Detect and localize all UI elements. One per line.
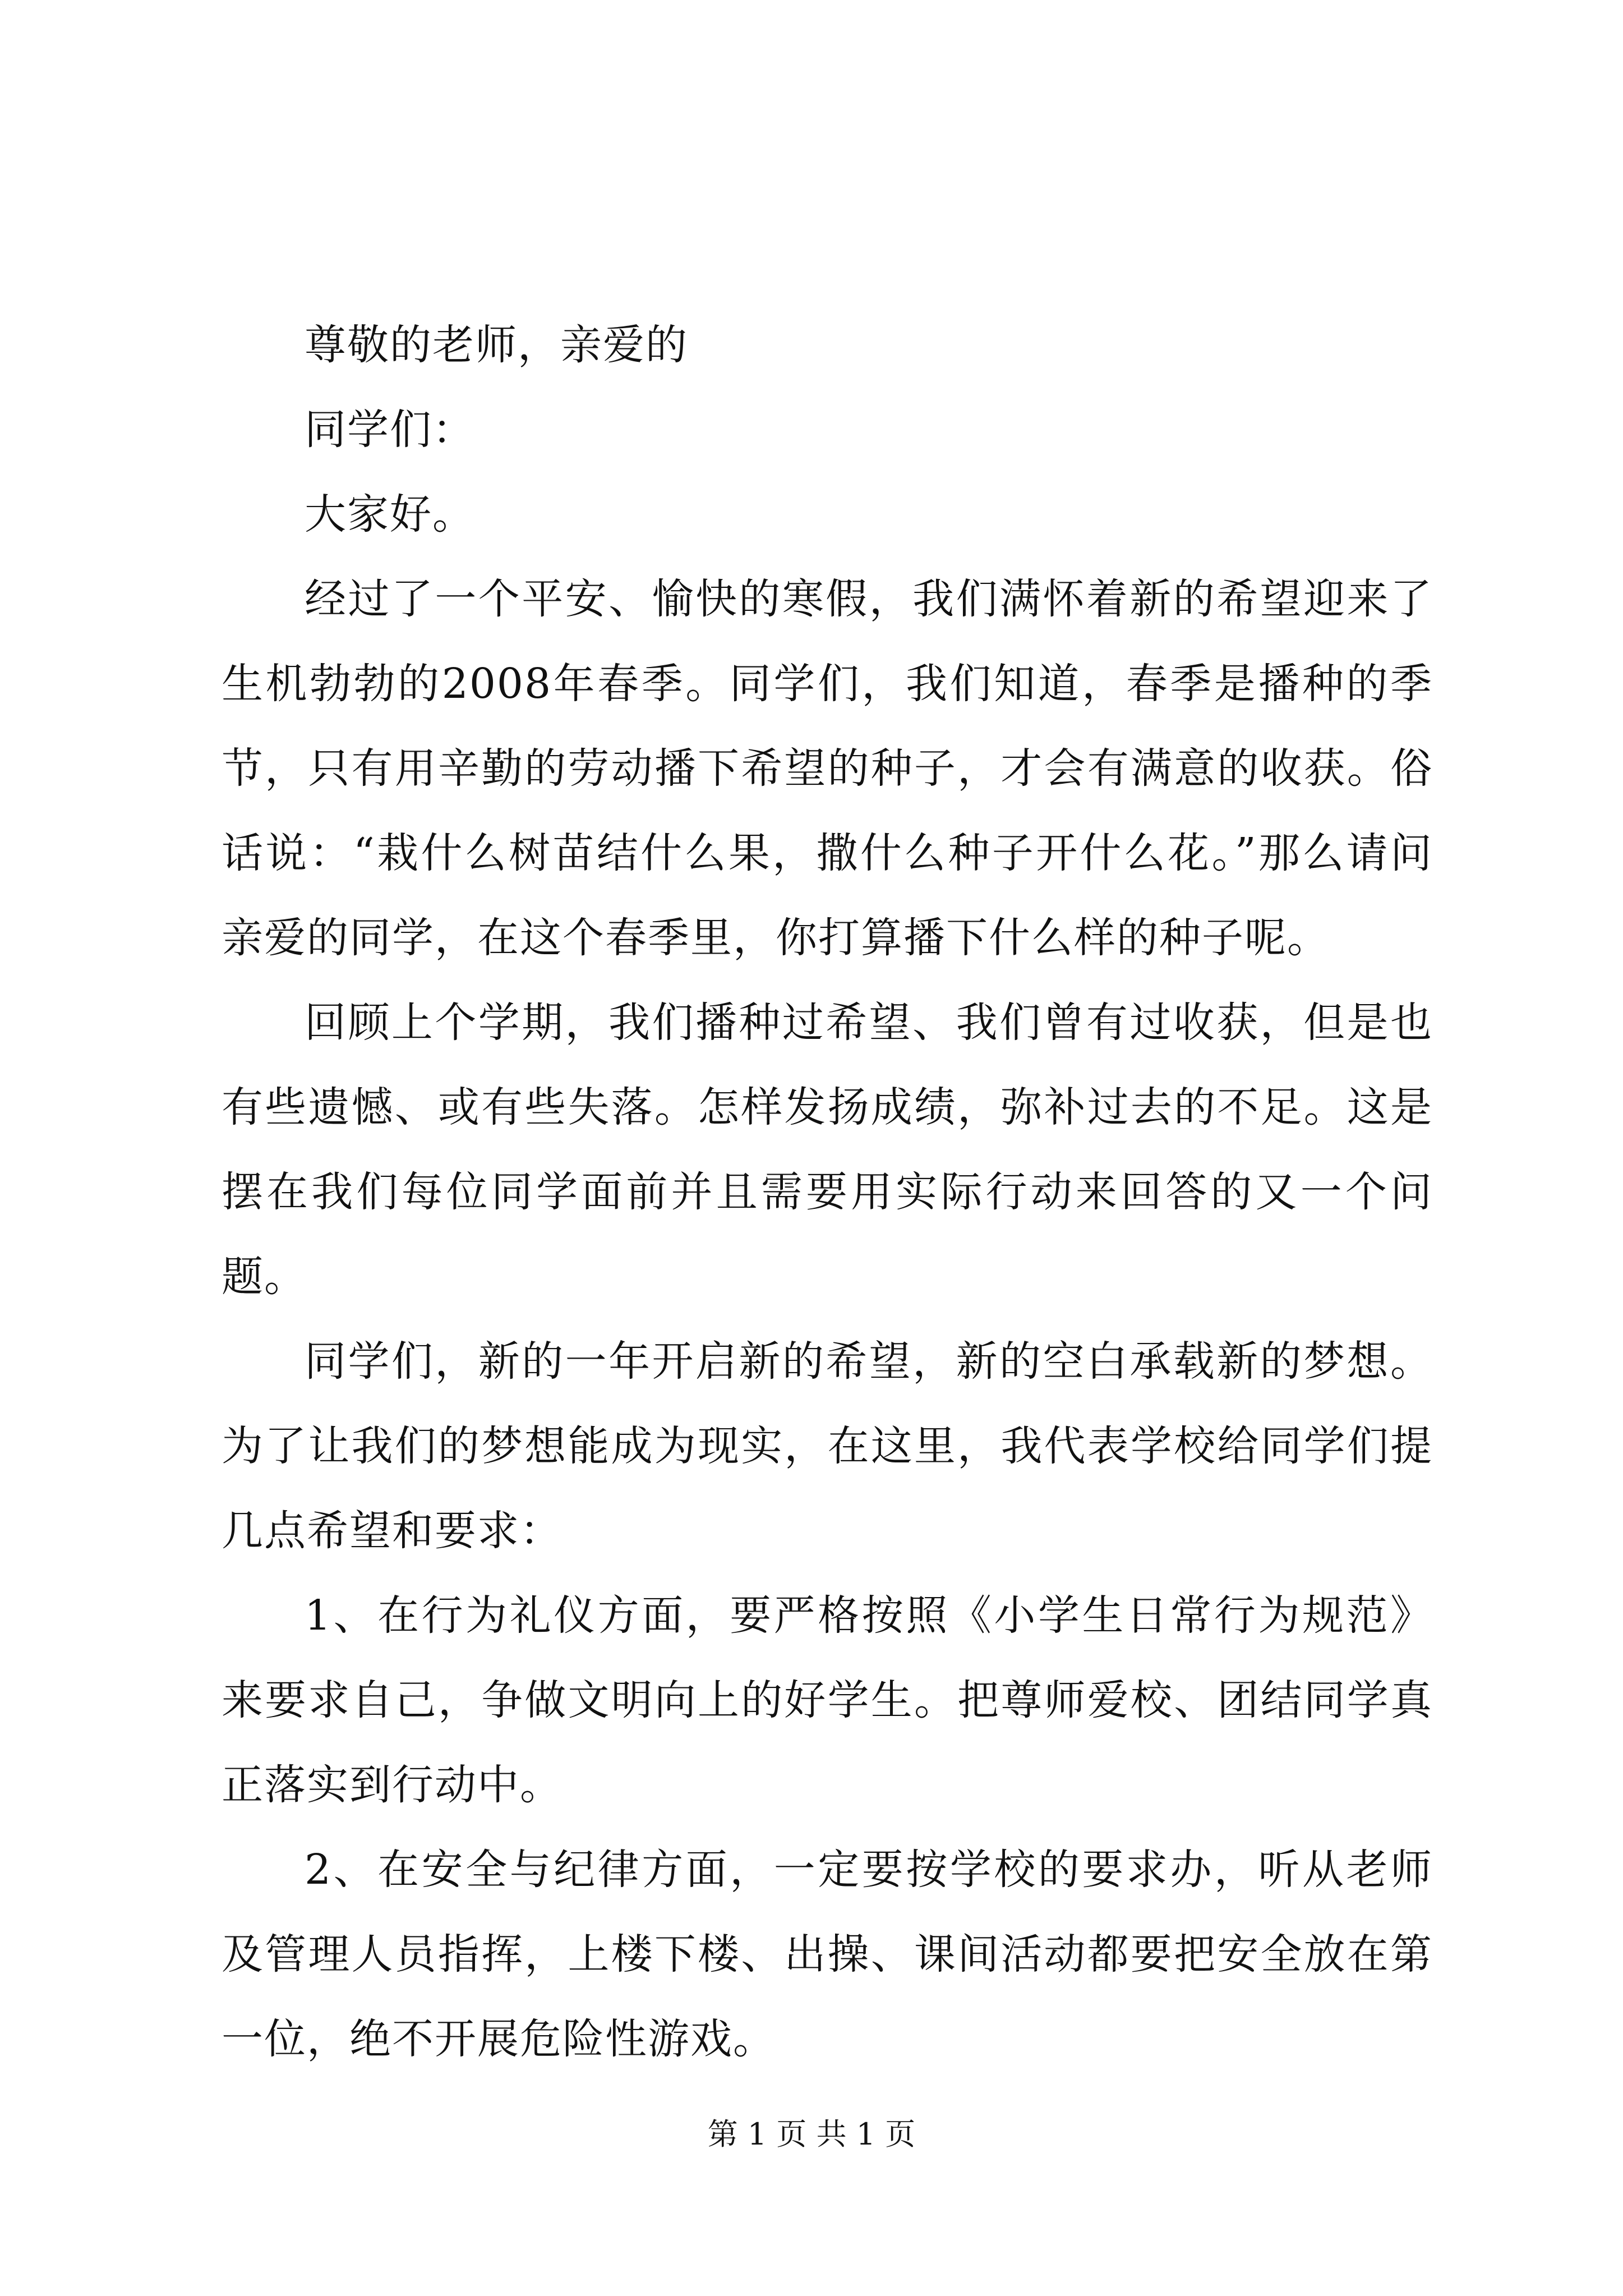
paragraph-spring: 经过了一个平安、愉快的寒假，我们满怀着新的希望迎来了生机勃勃的2008年春季。同学们，我们知道，春季是播种的季节，只有用辛勤的劳动播下希望的种子，才会有满意的收获。俗话说：“栽什么树苗结什么果，撒什么种子开什么花。”那么请问亲爱的同学，在这个春季里，你打算播下什么样的种子呢。 — [222, 575, 1433, 962]
document-body — [222, 303, 1433, 2082]
paragraph-item-1: 1、在行为礼仪方面，要严格按照《小学生日常行为规范》来要求自己，争做文明向上的好学生。把尊师爱校、团结同学真正落实到行动中。 — [222, 1591, 1433, 1809]
paragraph-item-2: 2、在安全与纪律方面，一定要按学校的要求办，听从老师及管理人员指挥，上楼下楼、出操、课间活动都要把安全放在第一位，绝不开展危险性游戏。 — [222, 1846, 1433, 2063]
salutation-line-2: 同学们： — [305, 406, 475, 454]
page-number: 第 1 页 共 1 页 — [707, 2116, 916, 2152]
salutation-line-1: 尊敬的老师，亲爱的 — [305, 321, 688, 369]
greeting: 大家好。 — [305, 490, 475, 539]
paragraph-hopes: 同学们，新的一年开启新的希望，新的空白承载新的梦想。为了让我们的梦想能成为现实，在这里，我代表学校给同学们提几点希望和要求： — [222, 1337, 1433, 1555]
page-footer — [0, 2115, 1623, 2154]
paragraph-review: 回顾上个学期，我们播种过希望、我们曾有过收获，但是也有些遗憾、或有些失落。怎样发扬成绩，弥补过去的不足。这是摆在我们每位同学面前并且需要用实际行动来回答的又一个问题。 — [222, 999, 1433, 1301]
